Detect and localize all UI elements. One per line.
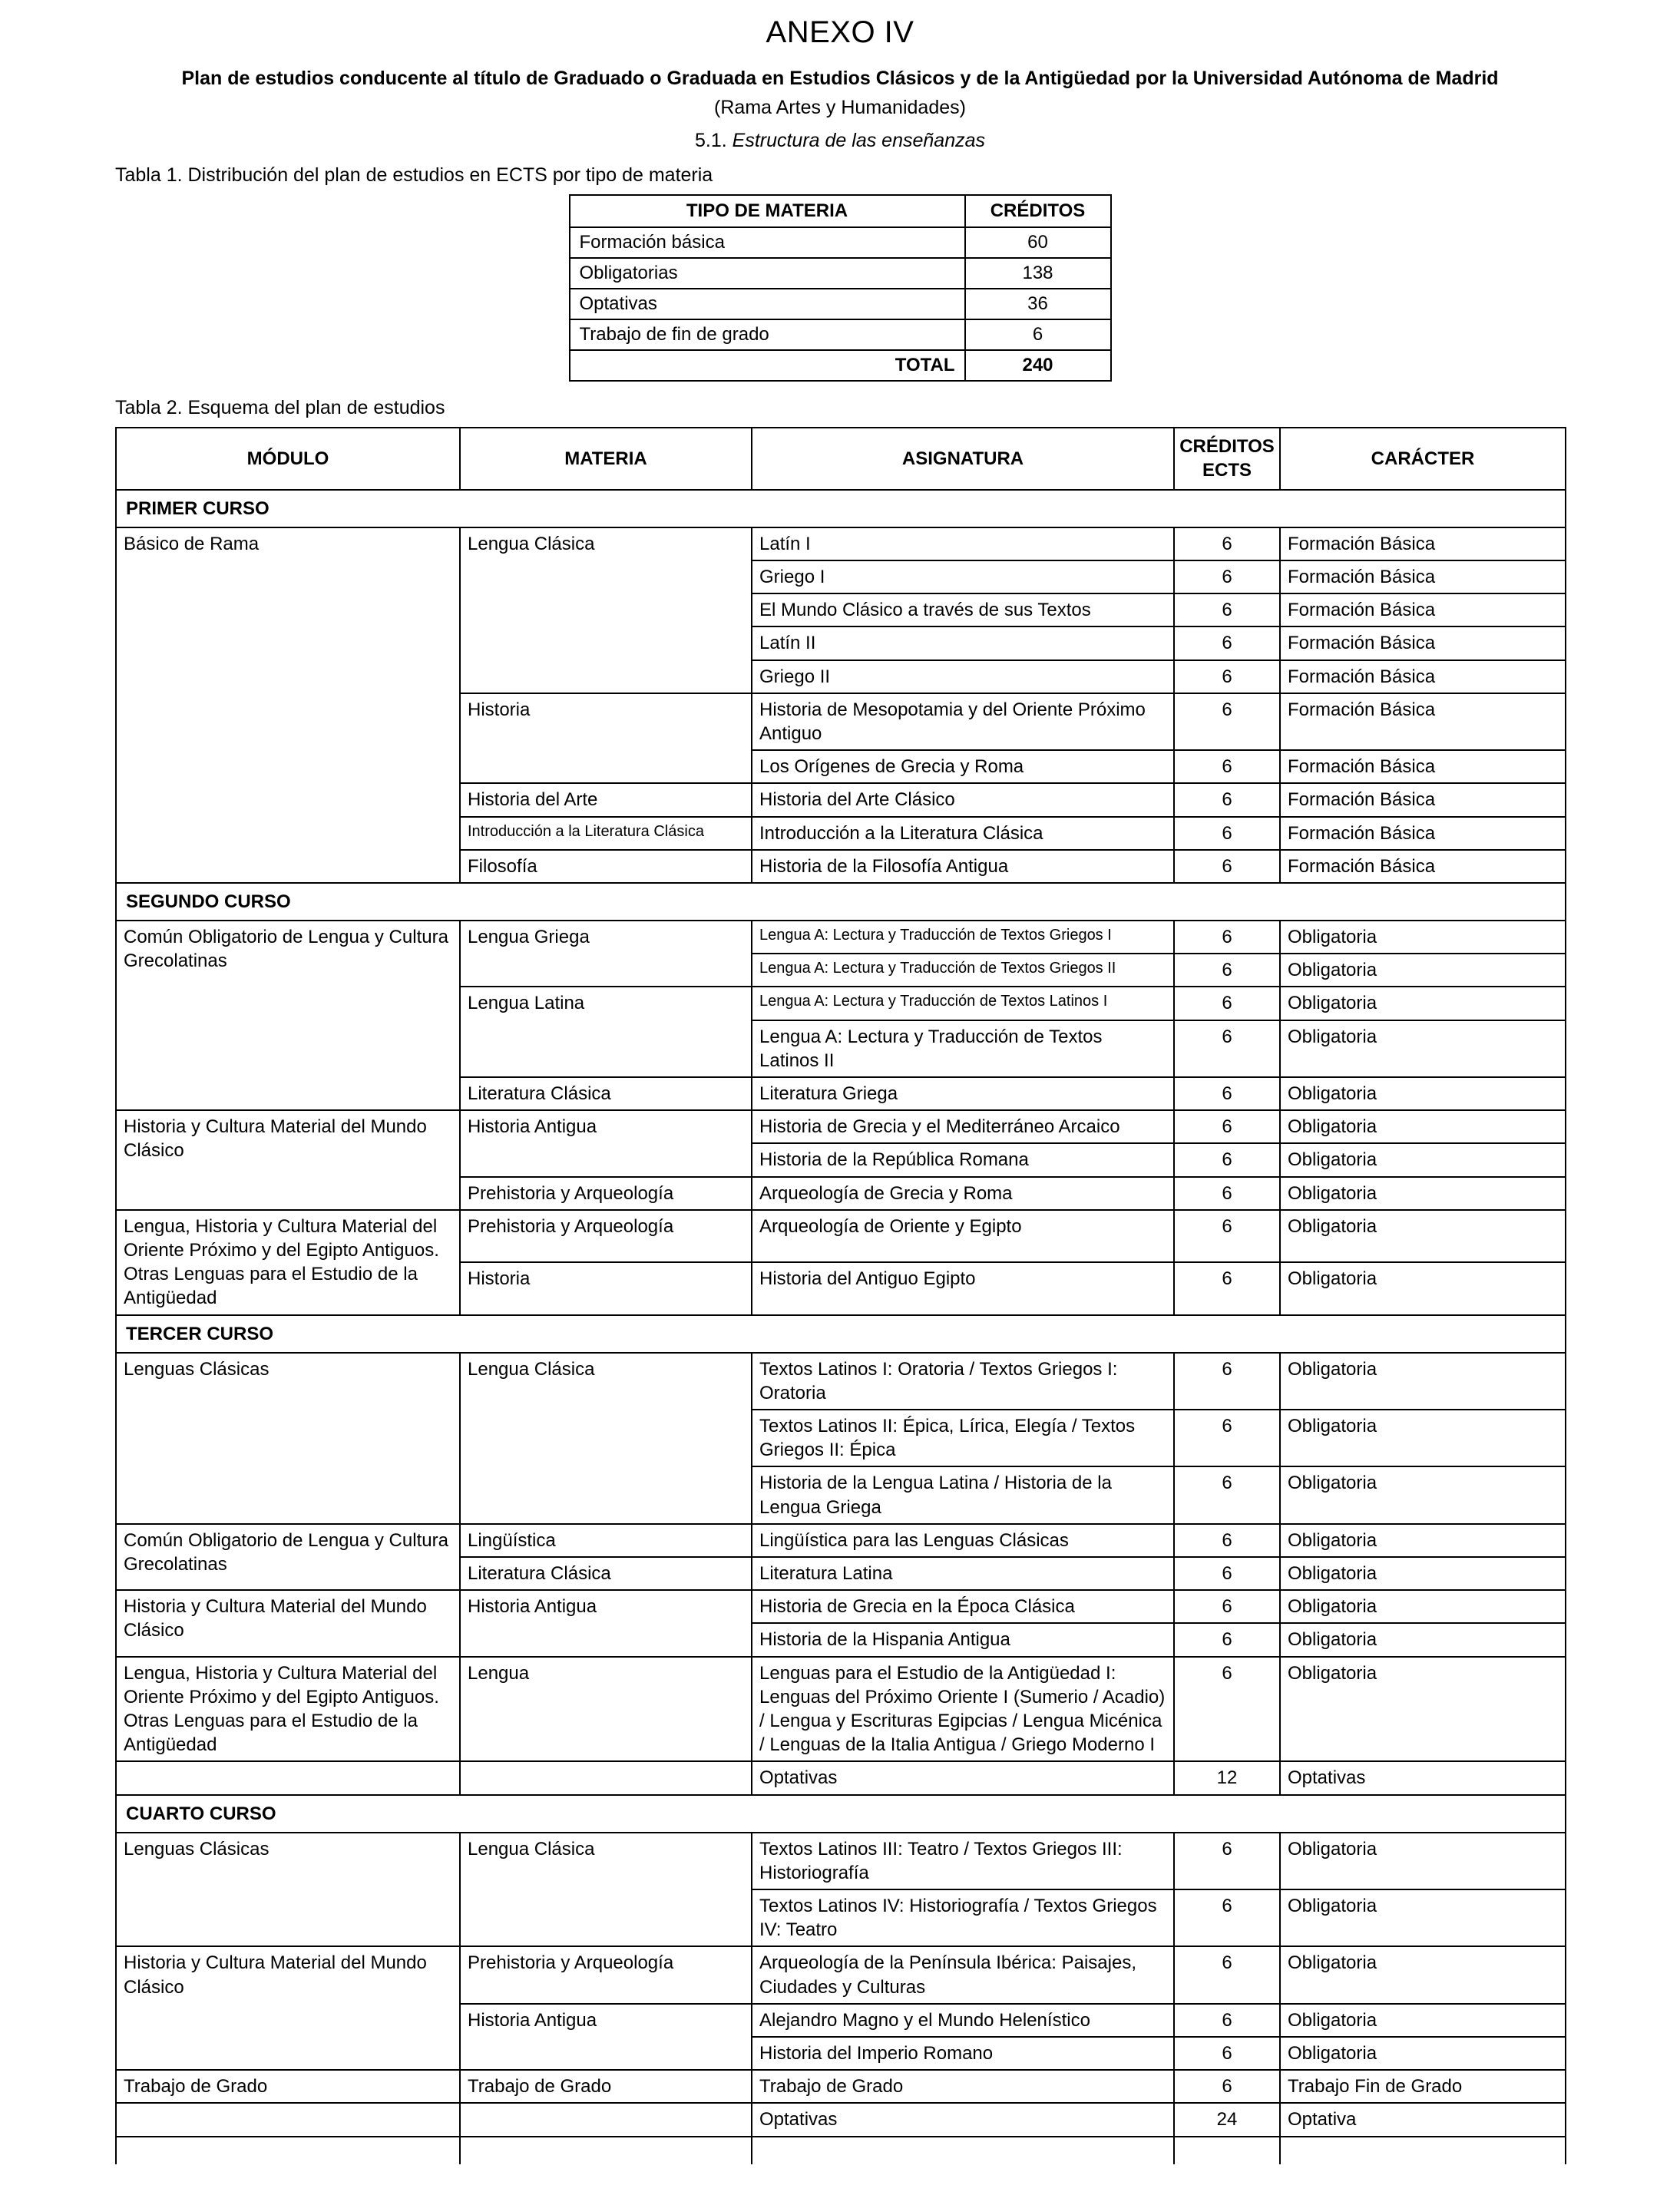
asignatura-cell: Historia de la Filosofía Antigua <box>752 850 1174 883</box>
tipo-materia-cell: Formación básica <box>570 227 965 258</box>
plan-row <box>116 1657 1566 1762</box>
table2-caption: Tabla 2. Esquema del plan de estudios <box>115 397 445 419</box>
credits-cell: 6 <box>1174 921 1280 954</box>
credits-cell: 6 <box>1174 1177 1280 1210</box>
credits-cell: 6 <box>1174 1210 1280 1262</box>
caracter-cell: Obligatoria <box>1280 1020 1566 1077</box>
asignatura-cell: El Mundo Clásico a través de sus Textos <box>752 593 1174 626</box>
credits-cell: 6 <box>1174 987 1280 1020</box>
caracter-cell: Obligatoria <box>1280 954 1566 987</box>
credits-cell: 6 <box>1174 850 1280 883</box>
modulo-cell: Historia y Cultura Material del Mundo Clásico <box>116 1946 460 2070</box>
materia-cell: Lengua Latina <box>460 987 752 1077</box>
asignatura-cell: Arqueología de Grecia y Roma <box>752 1177 1174 1210</box>
asignatura-cell <box>752 2137 1174 2164</box>
course-section-row <box>116 490 1566 527</box>
credits-cell: 6 <box>1174 2070 1280 2103</box>
asignatura-cell: Lengua A: Lectura y Traducción de Textos Griegos II <box>752 954 1174 987</box>
asignatura-cell: Historia del Imperio Romano <box>752 2037 1174 2070</box>
materia-cell: Lingüística <box>460 1524 752 1557</box>
materia-cell <box>460 1761 752 1794</box>
credits-cell: 6 <box>1174 783 1280 816</box>
caracter-cell: Obligatoria <box>1280 2004 1566 2037</box>
caracter-cell: Optativas <box>1280 1761 1566 1794</box>
table-row <box>570 289 1111 319</box>
materia-cell: Prehistoria y Arqueología <box>460 1177 752 1210</box>
asignatura-cell: Introducción a la Literatura Clásica <box>752 817 1174 850</box>
materia-cell <box>460 2103 752 2136</box>
caracter-cell: Obligatoria <box>1280 921 1566 954</box>
table1-header-row <box>570 195 1111 227</box>
caracter-cell: Obligatoria <box>1280 1466 1566 1523</box>
section-heading <box>115 130 1565 152</box>
materia-cell: Prehistoria y Arqueología <box>460 1210 752 1262</box>
caracter-cell: Obligatoria <box>1280 1177 1566 1210</box>
asignatura-cell: Lengua A: Lectura y Traducción de Textos Latinos I <box>752 987 1174 1020</box>
caracter-cell: Obligatoria <box>1280 1590 1566 1623</box>
col-header-modulo: MÓDULO <box>116 428 460 489</box>
caracter-cell: Obligatoria <box>1280 1833 1566 1889</box>
modulo-cell: Común Obligatorio de Lengua y Cultura Grecolatinas <box>116 921 460 1110</box>
materia-cell: Lengua <box>460 1657 752 1762</box>
credits-cell: 6 <box>1174 1889 1280 1946</box>
credits-cell: 6 <box>1174 1946 1280 2003</box>
modulo-cell <box>116 2137 460 2164</box>
credits-cell: 6 <box>1174 693 1280 750</box>
asignatura-cell: Literatura Griega <box>752 1077 1174 1110</box>
credits-cell <box>1174 2137 1280 2164</box>
modulo-cell: Historia y Cultura Material del Mundo Clásico <box>116 1590 460 1656</box>
creditos-cell: 6 <box>965 319 1111 350</box>
materia-cell: Historia Antigua <box>460 1110 752 1176</box>
course-section-title: CUARTO CURSO <box>116 1795 1566 1833</box>
asignatura-cell: Historia de Grecia y el Mediterráneo Arcaico <box>752 1110 1174 1143</box>
clipped-continuation-row <box>116 2137 1566 2164</box>
materia-cell: Literatura Clásica <box>460 1077 752 1110</box>
plan-row <box>116 527 1566 560</box>
total-label-cell: TOTAL <box>570 350 965 381</box>
table1-total-row <box>570 350 1111 381</box>
credits-cell: 6 <box>1174 1410 1280 1466</box>
materia-cell: Historia del Arte <box>460 783 752 816</box>
col-header-caracter: CARÁCTER <box>1280 428 1566 489</box>
caracter-cell: Obligatoria <box>1280 1353 1566 1410</box>
asignatura-cell: Literatura Latina <box>752 1557 1174 1590</box>
materia-cell: Historia Antigua <box>460 2004 752 2070</box>
plan-row <box>116 2070 1566 2103</box>
credits-cell: 6 <box>1174 817 1280 850</box>
credits-cell: 6 <box>1174 1590 1280 1623</box>
caracter-cell: Obligatoria <box>1280 1889 1566 1946</box>
caracter-cell: Obligatoria <box>1280 1210 1566 1262</box>
col-header-materia: MATERIA <box>460 428 752 489</box>
materia-cell: Lengua Clásica <box>460 1833 752 1947</box>
asignatura-cell: Textos Latinos I: Oratoria / Textos Griegos I: Oratoria <box>752 1353 1174 1410</box>
caracter-cell: Formación Básica <box>1280 593 1566 626</box>
asignatura-cell: Textos Latinos III: Teatro / Textos Griegos III: Historiografía <box>752 1833 1174 1889</box>
caracter-cell: Obligatoria <box>1280 1946 1566 2003</box>
plan-row <box>116 1210 1566 1262</box>
col-header-creditos-ects: CRÉDITOS ECTS <box>1174 428 1280 489</box>
plan-row <box>116 1590 1566 1623</box>
table-row <box>570 227 1111 258</box>
credits-cell: 6 <box>1174 593 1280 626</box>
caracter-cell: Obligatoria <box>1280 1657 1566 1762</box>
asignatura-cell: Latín II <box>752 626 1174 660</box>
col-header-creditos: CRÉDITOS <box>965 195 1111 227</box>
credits-cell: 6 <box>1174 1143 1280 1176</box>
caracter-cell: Obligatoria <box>1280 1410 1566 1466</box>
caracter-cell: Obligatoria <box>1280 1077 1566 1110</box>
modulo-cell <box>116 2103 460 2136</box>
asignatura-cell: Alejandro Magno y el Mundo Helenístico <box>752 2004 1174 2037</box>
modulo-cell: Lenguas Clásicas <box>116 1833 460 1947</box>
tipo-materia-cell: Obligatorias <box>570 258 965 289</box>
materia-cell: Historia Antigua <box>460 1590 752 1656</box>
credits-cell: 6 <box>1174 560 1280 593</box>
plan-row <box>116 1524 1566 1557</box>
credits-cell: 6 <box>1174 660 1280 693</box>
credits-cell: 6 <box>1174 750 1280 783</box>
credits-cell: 6 <box>1174 2037 1280 2070</box>
caracter-cell: Obligatoria <box>1280 1262 1566 1314</box>
plan-row <box>116 1833 1566 1889</box>
asignatura-cell: Historia de Mesopotamia y del Oriente Próximo Antiguo <box>752 693 1174 750</box>
plan-row <box>116 1353 1566 1410</box>
asignatura-cell: Trabajo de Grado <box>752 2070 1174 2103</box>
course-section-title: TERCER CURSO <box>116 1315 1566 1353</box>
caracter-cell: Obligatoria <box>1280 2037 1566 2070</box>
plan-title: Plan de estudios conducente al título de Graduado o Graduada en Estudios Clásicos y de la Antigüedad por la Universidad Autónoma de Madrid <box>181 68 1499 89</box>
credits-cell: 6 <box>1174 1353 1280 1410</box>
caracter-cell: Formación Básica <box>1280 783 1566 816</box>
credits-cell: 24 <box>1174 2103 1280 2136</box>
credits-cell: 6 <box>1174 1657 1280 1762</box>
caracter-cell: Obligatoria <box>1280 1524 1566 1557</box>
plan-row <box>116 1110 1566 1143</box>
caracter-cell: Obligatoria <box>1280 1110 1566 1143</box>
modulo-cell: Lengua, Historia y Cultura Material del Oriente Próximo y del Egipto Antiguos. Otras Lenguas para el Estudio de la Antigüedad <box>116 1210 460 1315</box>
materia-cell: Prehistoria y Arqueología <box>460 1946 752 2003</box>
section-number: 5.1. <box>694 130 733 152</box>
credits-cell: 6 <box>1174 1077 1280 1110</box>
caracter-cell: Formación Básica <box>1280 560 1566 593</box>
asignatura-cell: Textos Latinos IV: Historiografía / Textos Griegos IV: Teatro <box>752 1889 1174 1946</box>
col-header-tipo-de-materia: TIPO DE MATERIA <box>570 195 965 227</box>
plan-row <box>116 921 1566 954</box>
asignatura-cell: Lengua A: Lectura y Traducción de Textos Griegos I <box>752 921 1174 954</box>
materia-cell: Historia <box>460 693 752 784</box>
credits-cell: 6 <box>1174 1524 1280 1557</box>
caracter-cell: Obligatoria <box>1280 1143 1566 1176</box>
modulo-cell: Historia y Cultura Material del Mundo Clásico <box>116 1110 460 1210</box>
caracter-cell: Formación Básica <box>1280 693 1566 750</box>
caracter-cell: Obligatoria <box>1280 1557 1566 1590</box>
caracter-cell <box>1280 2137 1566 2164</box>
materia-cell: Lengua Clásica <box>460 1353 752 1524</box>
asignatura-cell: Los Orígenes de Grecia y Roma <box>752 750 1174 783</box>
modulo-cell <box>116 1761 460 1794</box>
asignatura-cell: Lengua A: Lectura y Traducción de Textos Latinos II <box>752 1020 1174 1077</box>
asignatura-cell: Griego I <box>752 560 1174 593</box>
asignatura-cell: Textos Latinos II: Épica, Lírica, Elegía / Textos Griegos II: Épica <box>752 1410 1174 1466</box>
col-header-asignatura: ASIGNATURA <box>752 428 1174 489</box>
credits-cell: 6 <box>1174 527 1280 560</box>
modulo-cell: Lengua, Historia y Cultura Material del Oriente Próximo y del Egipto Antiguos. Otras Lenguas para el Estudio de la Antigüedad <box>116 1657 460 1762</box>
section-title: Estructura de las enseñanzas <box>732 130 985 152</box>
course-section-title: SEGUNDO CURSO <box>116 883 1566 921</box>
caracter-cell: Formación Básica <box>1280 626 1566 660</box>
course-section-title: PRIMER CURSO <box>116 490 1566 527</box>
asignatura-cell: Optativas <box>752 2103 1174 2136</box>
asignatura-cell: Historia de la República Romana <box>752 1143 1174 1176</box>
asignatura-cell: Historia del Arte Clásico <box>752 783 1174 816</box>
plan-table-header-row <box>116 428 1566 489</box>
caracter-cell: Optativa <box>1280 2103 1566 2136</box>
materia-cell <box>460 2137 752 2164</box>
caracter-cell: Trabajo Fin de Grado <box>1280 2070 1566 2103</box>
plan-row <box>116 1946 1566 2003</box>
modulo-cell: Lenguas Clásicas <box>116 1353 460 1524</box>
caracter-cell: Formación Básica <box>1280 750 1566 783</box>
credits-cell: 6 <box>1174 1262 1280 1314</box>
materia-cell: Historia <box>460 1262 752 1314</box>
caracter-cell: Obligatoria <box>1280 1623 1566 1656</box>
modulo-cell: Común Obligatorio de Lengua y Cultura Grecolatinas <box>116 1524 460 1590</box>
modulo-cell: Trabajo de Grado <box>116 2070 460 2103</box>
modulo-cell: Básico de Rama <box>116 527 460 883</box>
credits-cell: 6 <box>1174 954 1280 987</box>
asignatura-cell: Optativas <box>752 1761 1174 1794</box>
asignatura-cell: Arqueología de Oriente y Egipto <box>752 1210 1174 1262</box>
materia-cell: Literatura Clásica <box>460 1557 752 1590</box>
plan-row <box>116 2103 1566 2136</box>
credits-cell: 6 <box>1174 2004 1280 2037</box>
caracter-cell: Formación Básica <box>1280 660 1566 693</box>
plan-table-body <box>116 490 1566 2164</box>
caracter-cell: Formación Básica <box>1280 817 1566 850</box>
table1-caption: Tabla 1. Distribución del plan de estudios en ECTS por tipo de materia <box>115 164 713 187</box>
asignatura-cell: Griego II <box>752 660 1174 693</box>
rama-subtitle: (Rama Artes y Humanidades) <box>714 97 966 119</box>
credits-cell: 12 <box>1174 1761 1280 1794</box>
asignatura-cell: Historia de la Hispania Antigua <box>752 1623 1174 1656</box>
creditos-cell: 60 <box>965 227 1111 258</box>
asignatura-cell: Historia del Antiguo Egipto <box>752 1262 1174 1314</box>
tipo-materia-cell: Trabajo de fin de grado <box>570 319 965 350</box>
materia-cell: Filosofía <box>460 850 752 883</box>
credits-cell: 6 <box>1174 1557 1280 1590</box>
credits-cell: 6 <box>1174 1466 1280 1523</box>
asignatura-cell: Historia de Grecia en la Época Clásica <box>752 1590 1174 1623</box>
plan-row <box>116 1761 1566 1794</box>
asignatura-cell: Arqueología de la Península Ibérica: Paisajes, Ciudades y Culturas <box>752 1946 1174 2003</box>
tipo-materia-cell: Optativas <box>570 289 965 319</box>
asignatura-cell: Historia de la Lengua Latina / Historia de la Lengua Griega <box>752 1466 1174 1523</box>
materia-cell: Lengua Griega <box>460 921 752 987</box>
credits-cell: 6 <box>1174 1833 1280 1889</box>
materia-cell: Introducción a la Literatura Clásica <box>460 817 752 850</box>
asignatura-cell: Lingüística para las Lenguas Clásicas <box>752 1524 1174 1557</box>
ects-distribution-table <box>569 194 1112 382</box>
credits-cell: 6 <box>1174 1020 1280 1077</box>
table-row <box>570 258 1111 289</box>
materia-cell: Lengua Clásica <box>460 527 752 693</box>
caracter-cell: Obligatoria <box>1280 987 1566 1020</box>
credits-cell: 6 <box>1174 1623 1280 1656</box>
table-row <box>570 319 1111 350</box>
creditos-cell: 138 <box>965 258 1111 289</box>
total-value-cell: 240 <box>965 350 1111 381</box>
course-section-row <box>116 883 1566 921</box>
materia-cell: Trabajo de Grado <box>460 2070 752 2103</box>
caracter-cell: Formación Básica <box>1280 527 1566 560</box>
asignatura-cell: Lenguas para el Estudio de la Antigüedad I: Lenguas del Próximo Oriente I (Sumerio / Acadio) / Lengua y Escrituras Egipcias / Lengua Micénica / Lenguas de la Italia Antigua / Griego Moderno I <box>752 1657 1174 1762</box>
asignatura-cell: Latín I <box>752 527 1174 560</box>
course-section-row <box>116 1795 1566 1833</box>
credits-cell: 6 <box>1174 1110 1280 1143</box>
creditos-cell: 36 <box>965 289 1111 319</box>
course-section-row <box>116 1315 1566 1353</box>
credits-cell: 6 <box>1174 626 1280 660</box>
page-title: ANEXO IV <box>766 15 914 49</box>
plan-table <box>115 427 1566 2164</box>
caracter-cell: Formación Básica <box>1280 850 1566 883</box>
